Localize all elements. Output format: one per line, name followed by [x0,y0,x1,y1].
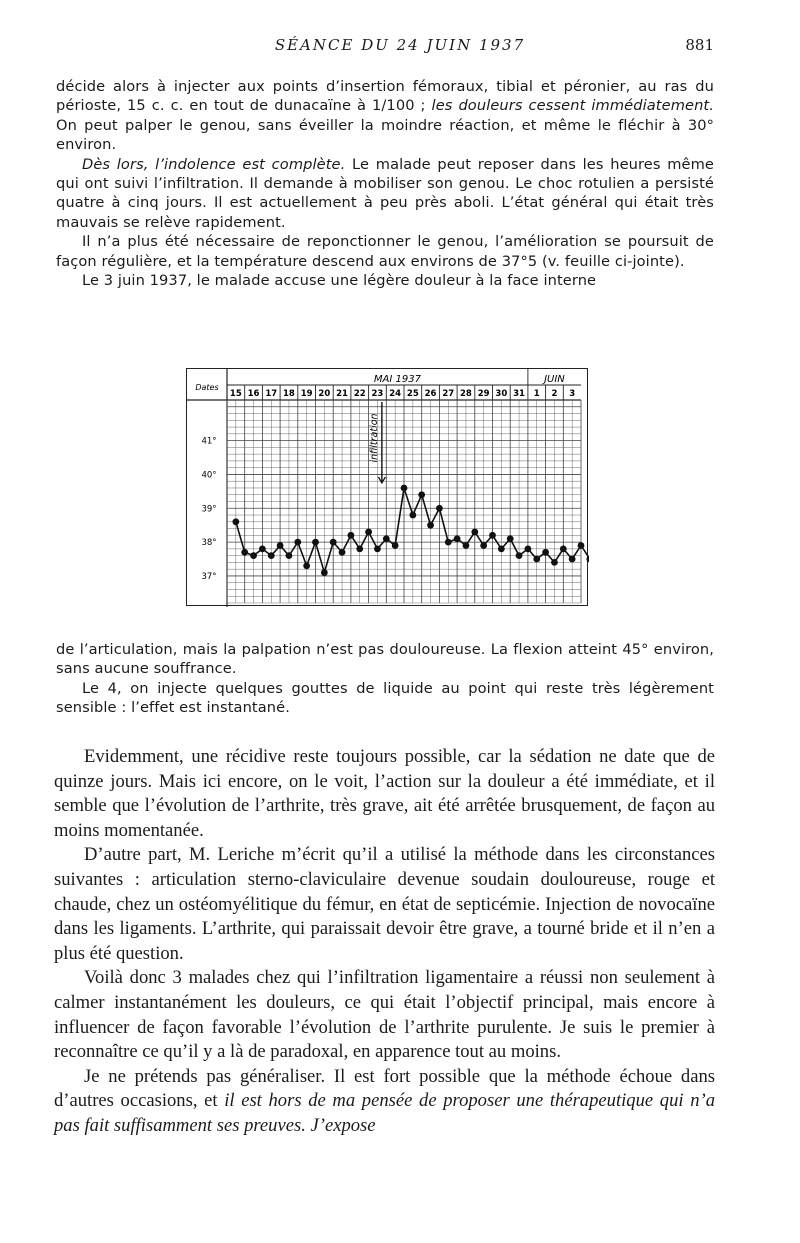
date-tick-label: 20 [318,389,331,399]
y-tick-label: 39° [201,504,217,515]
temperature-point [445,539,452,546]
text-run: D’autre part, M. Leriche m’écrit qu’il a utilisé la méthode dans les circonstances suivantes : articulation sterno-claviculaire devenue soudain douloureuse, rouge et chaude, chez un ostéomyélitique du fémur, en état de septicémie. Injection de novocaïne dans les ligaments. L’arthrite, qui paraissait devoir être grave, a tourné bride et il n’en a plus été question. [54,844,715,964]
text-run: Voilà donc 3 malades chez qui l’infiltration ligamentaire a réussi non seulement à calmer instantanément les douleurs, ce qui était l’objectif principal, mais encore à influencer de façon favorable l’évolution de l’arthrite purulente. Je suis le premier à reconnaître ce qu’il y a là de paradoxal, en apparence tout au moins. [54,967,715,1063]
date-tick-label: 18 [283,389,295,399]
date-tick-label: 21 [336,389,348,399]
temperature-point [268,552,275,559]
temperature-point [348,532,355,539]
date-tick-label: 29 [477,389,490,399]
text-run: Le malade peut reposer dans les heures même qui ont suivi l’infiltration. Il demande à mobiliser son genou. Le choc rotulien a persisté quatre à cinq jours. Il est actuellement à peu près aboli. L’état général qui était très mauvais se relève rapidement. [56,155,715,231]
temperature-point [427,522,434,529]
paragraph [56,155,714,233]
y-tick-label: 38° [201,538,217,549]
page-number: 881 [685,36,714,54]
italic-text: il est hors de ma pensée de proposer une thérapeutique qui n’a pas fait suffisamment ses preuves. J’expose [54,1090,715,1136]
temperature-point [365,529,372,536]
paragraph [54,745,715,843]
temperature-point [321,569,328,576]
temperature-point [330,539,337,546]
paragraph [56,640,714,679]
y-tick-label: 37° [201,571,217,582]
text-run: Il n’a plus été nécessaire de reponctionner le genou, l’amélioration se poursuit de façon régulière, et la température descend aux environs de 37°5 (v. feuille ci-jointe). [56,233,714,270]
running-title: SÉANCE DU 24 JUIN 1937 [274,36,526,54]
temperature-point [436,505,443,512]
temperature-point [303,562,310,569]
temperature-point [339,549,346,556]
text-run: de l’articulation, mais la palpation n’est pas douloureuse. La flexion atteint 45° environ, sans aucune souffrance. [56,641,714,678]
temperature-point [578,542,585,549]
temperature-point [463,542,470,549]
temperature-point [312,539,319,546]
y-tick-label: 40° [201,470,217,481]
date-tick-label: 2 [551,389,558,399]
date-tick-label: 25 [406,389,419,399]
paragraph [54,843,715,966]
temperature-point [392,542,399,549]
temperature-point [542,549,549,556]
temperature-point [383,535,390,542]
temperature-point [277,542,284,549]
temperature-point [374,545,381,552]
temperature-point [480,542,487,549]
temperature-point [232,518,239,525]
date-tick-label: 3 [569,389,576,399]
temperature-point [569,556,576,563]
date-tick-label: 15 [229,389,242,399]
temperature-chart-svg [187,369,589,607]
temperature-point [401,485,408,492]
month-label: MAI 1937 [373,374,421,385]
date-tick-label: 23 [371,389,384,399]
temperature-point [525,545,532,552]
discussion-text [54,745,715,1139]
temperature-point [294,539,301,546]
paragraph [56,679,714,718]
case-report-text [56,77,714,290]
date-tick-label: 19 [300,389,313,399]
italic-text: les douleurs cessent immédiatement. [431,97,714,115]
month-label: JUIN [544,374,565,385]
date-tick-label: 1 [533,389,540,399]
date-tick-label: 27 [442,389,455,399]
paragraph [56,271,714,290]
date-tick-label: 24 [389,389,402,399]
paragraph [56,77,714,155]
temperature-point [533,556,540,563]
text-run: Evidemment, une récidive reste toujours possible, car la sédation ne date que de quinze jours. Mais ici encore, on le voit, l’action sur la douleur a été immédiate, et il semble que l’évolution de l’arthrite, très grave, ait été arrêtée brusquement, de façon au moins momentanée. [54,746,715,841]
italic-text: Dès lors, l’indolence est complète. [82,155,346,173]
temperature-point [507,535,514,542]
text-run: On peut palper le genou, sans éveiller la moindre réaction, et même le fléchir à 30° environ. [56,116,714,154]
date-tick-label: 26 [424,389,437,399]
text-run: Je ne prétends pas généraliser. Il est fort possible que la méthode échoue dans d’autres occasions, et [54,1065,715,1112]
temperature-point [498,545,505,552]
temperature-point [489,532,496,539]
temperature-point [250,552,257,559]
text-run: Le 3 juin 1937, le malade accuse une légère douleur à la face interne [82,272,597,290]
date-tick-label: 16 [247,389,260,399]
annotation-label: infiltration [368,413,380,463]
date-tick-label: 28 [460,389,472,399]
running-header [0,36,800,56]
temperature-point [551,559,558,566]
temperature-point [586,556,589,563]
date-tick-label: 31 [513,389,525,399]
case-report-text-continued [56,640,714,718]
date-tick-label: 22 [353,389,366,399]
date-tick-label: 30 [495,389,508,399]
temperature-point [560,545,567,552]
paragraph [54,1065,715,1139]
y-tick-label: 41° [201,436,217,447]
temperature-point [356,545,363,552]
paragraph [54,966,715,1064]
temperature-point [409,512,416,519]
temperature-point [241,549,248,556]
temperature-point [471,529,478,536]
temperature-chart [186,368,588,606]
corner-label: Dates [195,383,219,392]
temperature-point [259,545,266,552]
temperature-point [286,552,293,559]
date-tick-label: 17 [265,389,278,399]
text-run: décide alors à injecter aux points d’insertion fémoraux, tibial et péronier, au ras du périoste, 15 c. c. en tout de dunacaïne à 1/100 ; [56,78,714,115]
temperature-point [454,535,461,542]
paragraph [56,232,714,271]
text-run: Le 4, on injecte quelques gouttes de liquide au point qui reste très légèrement sensible : l’effet est instantané. [56,679,714,717]
temperature-point [516,552,523,559]
temperature-point [418,491,425,498]
